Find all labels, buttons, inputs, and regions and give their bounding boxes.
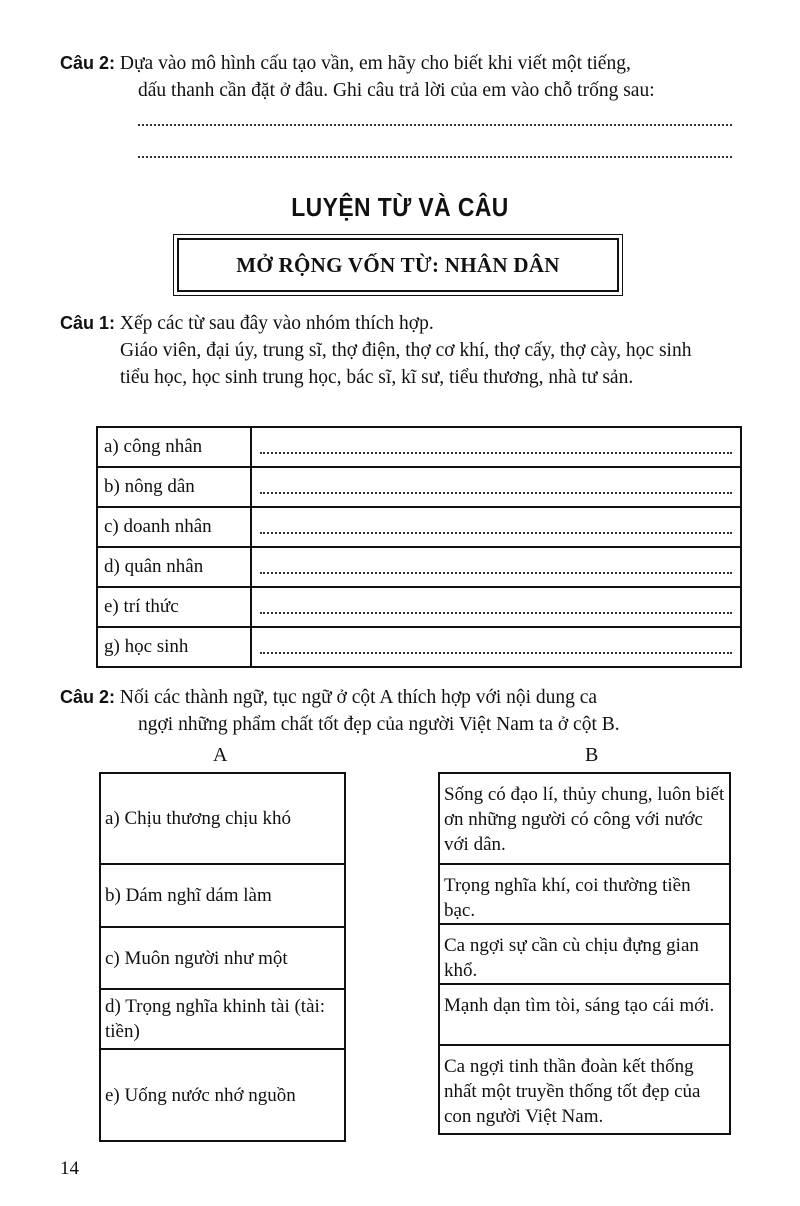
- table-row: [97, 427, 741, 467]
- lesson-subtitle: [177, 238, 619, 292]
- question-text-line1: Nối các thành ngữ, tục ngữ ở cột A thích hợp với nội dung ca: [119, 687, 598, 708]
- column-b-header: B: [585, 744, 599, 766]
- table-row: [97, 467, 741, 507]
- answer-line[interactable]: [138, 156, 732, 158]
- group-label: b) nông dân: [97, 467, 251, 507]
- column-a-table: [99, 772, 346, 1142]
- answer-cell[interactable]: [251, 507, 741, 547]
- meaning-item[interactable]: Sống có đạo lí, thủy chung, luôn biết ơn những người có công với nước với dân.: [440, 774, 729, 865]
- answer-cell[interactable]: [251, 467, 741, 507]
- grouping-table: [96, 426, 742, 668]
- meaning-item[interactable]: Trọng nghĩa khí, coi thường tiền bạc.: [440, 865, 729, 925]
- question-2-matching: [60, 684, 750, 738]
- column-b-table: [438, 772, 731, 1135]
- answer-line[interactable]: [138, 124, 732, 126]
- table-row: [97, 547, 741, 587]
- meaning-item[interactable]: Mạnh dạn tìm tòi, sáng tạo cái mới.: [440, 985, 729, 1046]
- answer-cell[interactable]: [251, 627, 741, 667]
- answer-cell[interactable]: [251, 547, 741, 587]
- question-label: Câu 1:: [60, 313, 116, 333]
- answer-cell[interactable]: [251, 587, 741, 627]
- table-row: [97, 587, 741, 627]
- group-label: g) học sinh: [97, 627, 251, 667]
- lesson-subtitle-text: MỞ RỘNG VỐN TỪ: NHÂN DÂN: [236, 252, 560, 277]
- idiom-item[interactable]: e) Uống nước nhớ nguồn: [101, 1050, 344, 1142]
- group-label: d) quân nhân: [97, 547, 251, 587]
- question-label: Câu 2:: [60, 53, 116, 73]
- question-text-line1: Dựa vào mô hình cấu tạo vần, em hãy cho biết khi viết một tiếng,: [119, 53, 631, 74]
- group-label: a) công nhân: [97, 427, 251, 467]
- question-2-top: [60, 50, 750, 104]
- idiom-item[interactable]: c) Muôn người như một: [101, 928, 344, 990]
- column-a-header: A: [213, 744, 228, 766]
- idiom-item[interactable]: d) Trọng nghĩa khinh tài (tài: tiền): [101, 990, 344, 1050]
- table-row: [97, 507, 741, 547]
- word-list: Giáo viên, đại úy, trung sĩ, thợ điện, thợ cơ khí, thợ cấy, thợ cày, học sinh tiểu học, học sinh trung học, bác sĩ, kĩ sư, tiểu thương, nhà tư sản.: [120, 340, 692, 388]
- group-label: c) doanh nhân: [97, 507, 251, 547]
- question-label: Câu 2:: [60, 687, 116, 707]
- idiom-item[interactable]: b) Dám nghĩ dám làm: [101, 865, 344, 928]
- answer-cell[interactable]: [251, 427, 741, 467]
- question-text-line2: ngợi những phẩm chất tốt đẹp của người Việt Nam ta ở cột B.: [138, 714, 620, 735]
- question-1: [60, 310, 760, 391]
- page-number: 14: [60, 1158, 79, 1179]
- group-label: e) trí thức: [97, 587, 251, 627]
- idiom-item[interactable]: a) Chịu thương chịu khó: [101, 774, 344, 865]
- meaning-item[interactable]: Ca ngợi tinh thần đoàn kết thống nhất một truyền thống tốt đẹp của con người Việt Nam.: [440, 1046, 729, 1135]
- meaning-item[interactable]: Ca ngợi sự cần cù chịu đựng gian khổ.: [440, 925, 729, 985]
- section-title: LUYỆN TỪ VÀ CÂU: [291, 192, 509, 222]
- question-prompt: Xếp các từ sau đây vào nhóm thích hợp.: [119, 313, 434, 334]
- table-row: [97, 627, 741, 667]
- question-text-line2: dấu thanh cần đặt ở đâu. Ghi câu trả lời của em vào chỗ trống sau:: [138, 80, 655, 101]
